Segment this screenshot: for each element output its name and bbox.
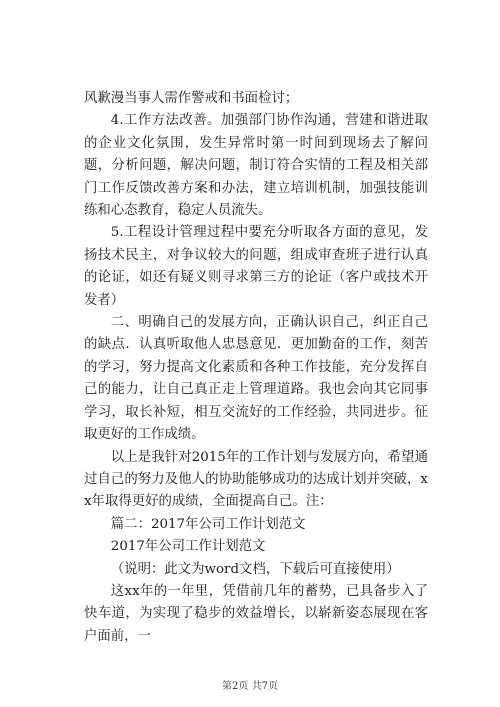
paragraph-development-direction: 二、明确自己的发展方向，正确认识自己，纠正自己的缺点．认真听取他人忠恳意见．更加勤奋的工作，刻苦的学习，努力提高文化素质和各种工作技能，充分发挥自己的能力，让自己真正走上管理道路。我也会向其它同事学习，取长补短，相互交流好的工作经验，共同进步。征取更好的工作成绩。 (84, 315, 428, 443)
document-note: （说明：此文为word文档，下载后可直接使用） (110, 561, 400, 577)
document-title: 2017年公司工作计划范文 (110, 539, 266, 555)
paragraph-summary: 以上是我针对2015年的工作计划与发展方向，希望通过自己的努力及他人的协助能够成功的达成计划并突破，xx年取得更好的成绩，全面提高自己。注： (84, 449, 428, 510)
paragraph-design-management: 5.工程设计管理过程中要充分听取各方面的意见，发扬技术民主，对争议较大的问题，组成审查班子进行认真的论证，如还有疑义则寻求第三方的论证（客户或技术开发者） (84, 225, 428, 308)
paragraph-work-method: 4.工作方法改善。加强部门协作沟通，营建和谐进取的企业文化氛围，发生异常时第一时间到现场去了解问题，分析问题，解决问题，制订符合实情的工程及相关部门工作反馈改善方案和办法，建立培训机制，加强技能训练和心态教育，稳定人员流失。 (84, 113, 428, 219)
page-number-footer: 第2页 共7页 (222, 681, 278, 692)
section-heading: 篇二：2017年公司工作计划范文 (110, 516, 306, 532)
document-body (84, 88, 428, 648)
paragraph-continuation: 风歉漫当事人需作警戒和书面检讨； (84, 91, 299, 106)
paragraph-opening: 这xx年的一年里，凭借前几年的蓄势，已具备步入了快车道，为实现了稳步的效益增长，以崭新姿态展现在客户面前，一 (84, 583, 428, 644)
